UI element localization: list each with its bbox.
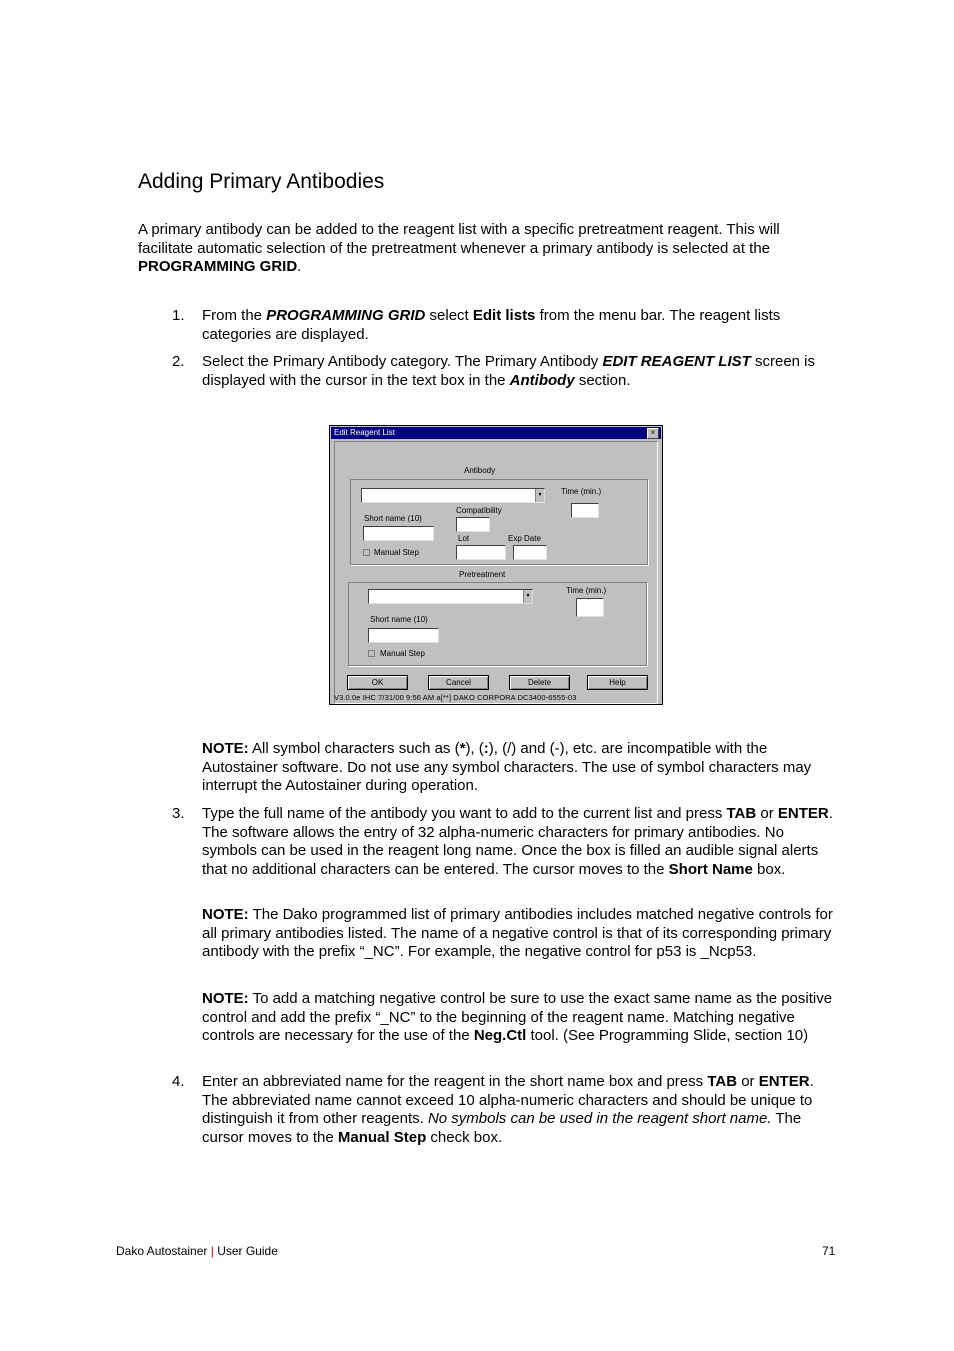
antibody-section-label: Antibody bbox=[464, 466, 496, 475]
short-name-input[interactable] bbox=[363, 526, 434, 541]
pretreatment-section-label: Pretreatment bbox=[459, 570, 506, 579]
chevron-down-icon[interactable]: ▾ bbox=[523, 590, 532, 603]
compatibility-label: Compatibility bbox=[456, 506, 502, 515]
delete-button[interactable]: Delete bbox=[509, 675, 570, 690]
time-input[interactable] bbox=[571, 503, 599, 518]
step-2: 2. Select the Primary Antibody category. The Primary Antibody EDIT REAGENT LIST screen is displayed with the cursor in the text box in the Antibody section. bbox=[172, 353, 816, 389]
pretreatment-time-input[interactable] bbox=[576, 598, 604, 617]
exp-date-input[interactable] bbox=[513, 545, 547, 560]
page-number: 71 bbox=[822, 1244, 836, 1258]
pretreatment-manual-step-label: Manual Step bbox=[380, 649, 425, 658]
note-2: NOTE: The Dako programmed list of primary antibodies includes matched negative controls for all primary antibodies listed. The name of a negative control is that of its corresponding primary antibody with the prefix “_NC”. For example, the negative control for p53 is _Ncp53. bbox=[202, 906, 833, 961]
manual-step-label: Manual Step bbox=[374, 548, 419, 557]
page-title: Adding Primary Antibodies bbox=[138, 170, 385, 193]
step-1: 1. From the PROGRAMMING GRID select Edit lists from the menu bar. The reagent lists categories are displayed. bbox=[172, 307, 781, 343]
note-1: NOTE: All symbol characters such as (*), (:), (/) and (-), etc. are incompatible with the Autostainer software. Do not use any symbol characters. The use of symbol characters may interrupt the Autostainer during operation. bbox=[202, 740, 812, 795]
chevron-down-icon[interactable]: ▾ bbox=[535, 489, 544, 502]
compatibility-input[interactable] bbox=[456, 517, 490, 532]
dialog-body bbox=[334, 441, 658, 704]
lot-label: Lot bbox=[458, 534, 470, 543]
pretreatment-short-name-label: Short name (10) bbox=[370, 615, 428, 624]
status-bar: V3.0.0e IHC 7/31/00 9:56 AM a[**] DAKO CORPORA DC3400-6555-03 bbox=[334, 693, 577, 702]
pretreatment-manual-step-checkbox[interactable] bbox=[368, 650, 375, 657]
dialog-title-bar: Edit Reagent List × bbox=[331, 427, 661, 439]
short-name-label: Short name (10) bbox=[364, 514, 422, 523]
footer-title: Dako Autostainer | User Guide bbox=[116, 1244, 278, 1258]
ok-button[interactable]: OK bbox=[347, 675, 408, 690]
edit-reagent-list-dialog bbox=[329, 425, 663, 705]
note-3: NOTE: To add a matching negative control be sure to use the exact same name as the positive control and add the prefix “_NC” to the beginning of the reagent name. Matching negative controls are necessary for the use of the Neg.Ctl tool. (See Programming Slide, section 10) bbox=[202, 990, 833, 1045]
lot-input[interactable] bbox=[456, 545, 506, 560]
pretreatment-time-label: Time (min.) bbox=[566, 586, 607, 595]
intro-paragraph: A primary antibody can be added to the reagent list with a specific pretreatment reagent. This will facilitate automatic selection of the pretreatment whenever a primary antibody is selected at the PROGRAMMING GRID. bbox=[138, 221, 780, 276]
manual-step-checkbox[interactable] bbox=[363, 549, 370, 556]
help-button[interactable]: Help bbox=[587, 675, 648, 690]
exp-date-label: Exp Date bbox=[508, 534, 541, 543]
pretreatment-name-combo[interactable] bbox=[368, 589, 533, 604]
antibody-name-combo[interactable] bbox=[361, 488, 545, 503]
close-icon[interactable]: × bbox=[647, 428, 659, 439]
pretreatment-short-name-input[interactable] bbox=[368, 628, 439, 643]
time-label: Time (min.) bbox=[561, 487, 602, 496]
cancel-button[interactable]: Cancel bbox=[428, 675, 489, 690]
step-3: 3. Type the full name of the antibody you want to add to the current list and press TAB or ENTER. The software allows the entry of 32 alpha-numeric characters for primary antibodies. No symbols can be used in the reagent long name. Once the box is filled an audible signal alerts that no additional characters can be entered. The cursor moves to the Short Name box. bbox=[172, 805, 833, 878]
step-4: 4. Enter an abbreviated name for the reagent in the short name box and press TAB or ENTER. The abbreviated name cannot exceed 10 alpha-numeric characters and should be unique to distinguish it from other reagents. No symbols can be used in the reagent short name. The cursor moves to the Manual Step check box. bbox=[172, 1073, 814, 1146]
